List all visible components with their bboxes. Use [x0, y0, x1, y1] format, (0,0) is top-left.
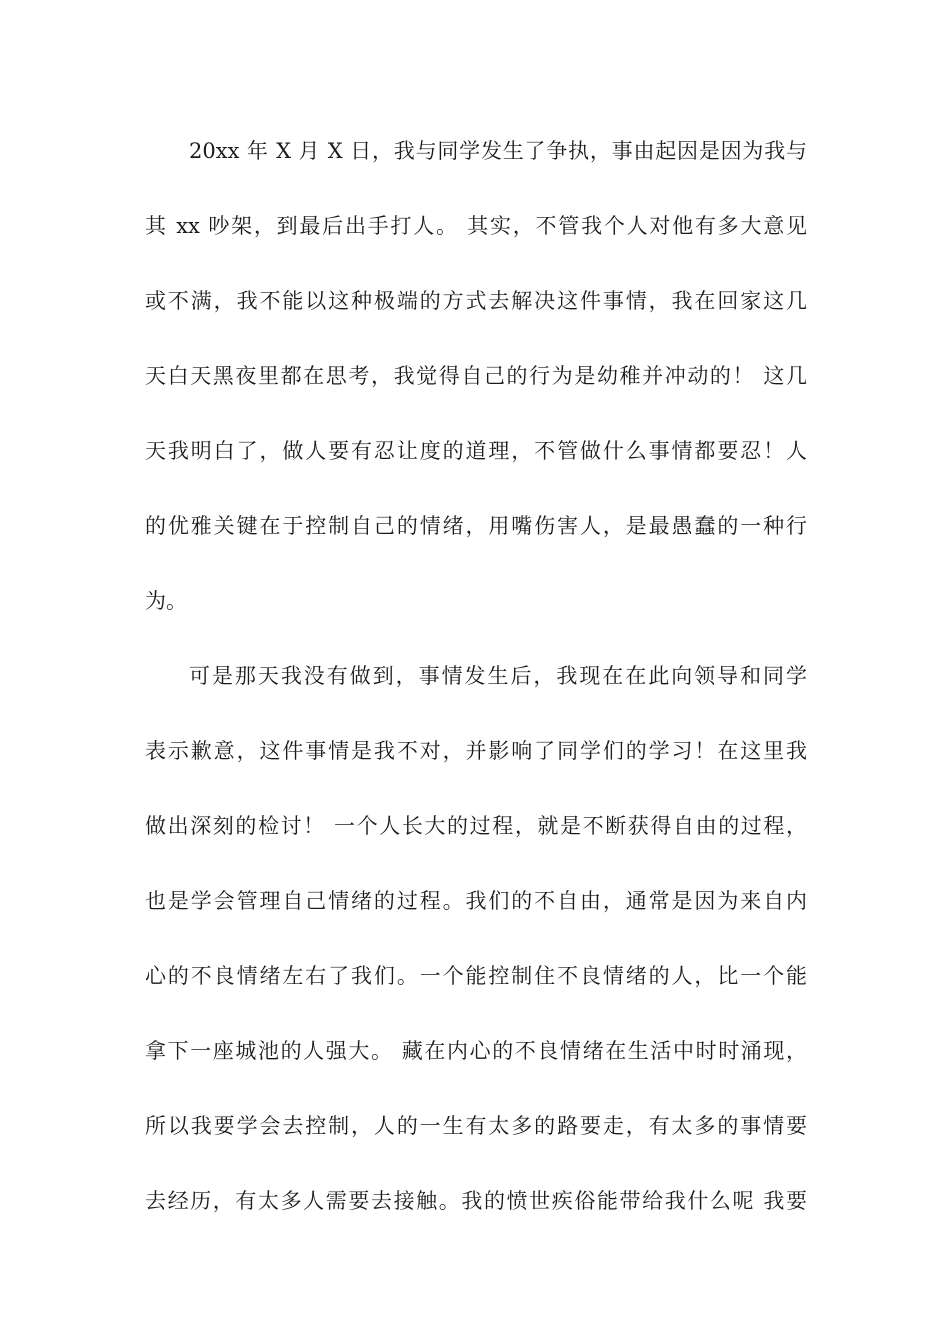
paragraph-1-line-6: 的优雅关键在于控制自己的情绪，用嘴伤害人，是最愚蠢的一种行 [145, 514, 807, 538]
paragraph-1-line-1: 20xx 年 X 月 X 日，我与同学发生了争执，事由起因是因为我与 [189, 139, 807, 163]
paragraph-1-line-3: 或不满，我不能以这种极端的方式去解决这件事情，我在回家这几 [145, 289, 807, 313]
paragraph-2-line-6: 拿下一座城池的人强大。 藏在内心的不良情绪在生活中时时涌现， [145, 1039, 807, 1063]
paragraph-2-line-4: 也是学会管理自己情绪的过程。我们的不自由，通常是因为来自内 [145, 889, 807, 913]
paragraph-2-line-5: 心的不良情绪左右了我们。一个能控制住不良情绪的人，比一个能 [145, 964, 807, 988]
paragraph-2-line-1: 可是那天我没有做到，事情发生后，我现在在此向领导和同学 [189, 664, 807, 688]
paragraph-2-line-2: 表示歉意，这件事情是我不对，并影响了同学们的学习！在这里我 [145, 739, 807, 763]
paragraph-2-line-7: 所以我要学会去控制，人的一生有太多的路要走，有太多的事情要 [145, 1114, 807, 1138]
paragraph-1-line-4: 天白天黑夜里都在思考，我觉得自己的行为是幼稚并冲动的！ 这几 [145, 364, 807, 388]
paragraph-1-line-7: 为。 [145, 589, 187, 613]
paragraph-2-line-3: 做出深刻的检讨！ 一个人长大的过程，就是不断获得自由的过程， [145, 814, 807, 838]
paragraph-1-line-5: 天我明白了，做人要有忍让度的道理，不管做什么事情都要忍！人 [145, 439, 807, 463]
paragraph-2-line-8: 去经历，有太多人需要去接触。我的愤世疾俗能带给我什么呢 我要 [145, 1189, 807, 1213]
paragraph-1-line-2: 其 xx 吵架，到最后出手打人。 其实，不管我个人对他有多大意见 [145, 214, 807, 238]
